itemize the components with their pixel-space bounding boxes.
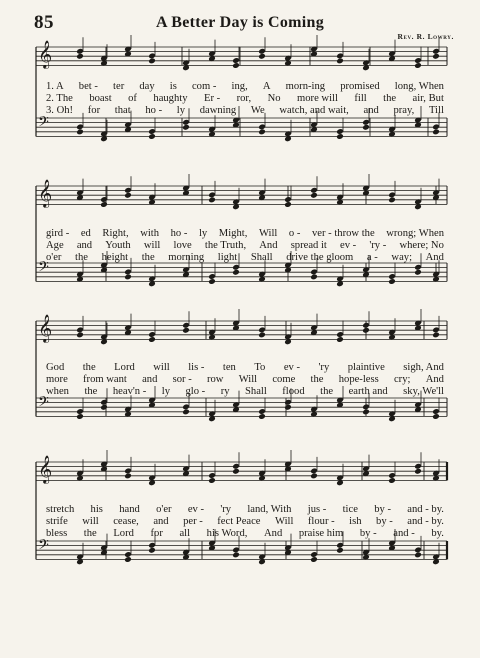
lyric-word: the	[82, 362, 96, 373]
lyric-word: Will	[238, 374, 258, 385]
notehead	[124, 556, 132, 563]
lyric-word: from want	[83, 374, 127, 385]
lyric-word: promised	[340, 81, 380, 92]
lyric-word: sigh, And	[403, 362, 444, 373]
lyric-word: 2. The	[46, 93, 73, 104]
lyric-word: com -	[191, 81, 217, 92]
notehead	[76, 413, 84, 420]
notehead	[336, 58, 344, 65]
lyric-word: ror,	[236, 93, 252, 104]
notehead	[232, 269, 240, 276]
lyric-word: the	[84, 386, 98, 397]
notehead	[232, 468, 240, 475]
lyric-word: plaintive	[347, 362, 385, 373]
notehead	[148, 336, 156, 343]
lyric-word: his Word,	[206, 528, 248, 539]
notehead	[182, 409, 190, 416]
notehead	[414, 62, 422, 69]
notehead	[232, 62, 240, 69]
notehead	[388, 197, 396, 204]
lyric-word: and - by.	[407, 516, 444, 527]
lyric-word: for	[87, 105, 101, 116]
lyric-word: where; No	[399, 240, 444, 251]
lyric-word: praise him	[298, 528, 344, 539]
lyric-word: by.	[431, 528, 444, 539]
lyric-word: lis -	[188, 362, 205, 373]
lyric-word: will	[82, 516, 99, 527]
lyric-word: cease,	[113, 516, 139, 527]
lyric-word: Will	[275, 516, 294, 527]
lyric-word: and -	[393, 528, 415, 539]
lyric-word: morn-ing	[285, 81, 326, 92]
notehead	[208, 278, 216, 285]
lyric-word: fect Peace	[217, 516, 261, 527]
lyric-word: flour -	[307, 516, 335, 527]
lyric-word: for	[150, 528, 163, 539]
lyric-word: And	[425, 374, 444, 385]
notehead	[362, 327, 370, 334]
lyric-word: of	[128, 93, 137, 104]
lyric-word: the	[320, 386, 334, 397]
notehead	[310, 192, 318, 199]
lyric-word: ly	[198, 228, 208, 239]
lyric-word: jus -	[307, 504, 327, 515]
lyric-word: drive the gloom	[286, 252, 354, 263]
lyric-word: hand	[119, 504, 140, 515]
lyric-word: dawning	[199, 105, 237, 116]
notehead	[310, 556, 318, 563]
lyric-line-verse-1	[46, 362, 444, 374]
lyric-word: ev -	[340, 240, 357, 251]
notehead	[362, 409, 370, 416]
lyric-word: o'er	[156, 504, 172, 515]
bass-clef-icon: 𝄢	[38, 114, 49, 134]
lyric-word: light	[217, 252, 238, 263]
notehead	[148, 133, 156, 140]
hymn-author: Rev. R. Lowry.	[397, 32, 454, 41]
lyric-word: and	[363, 105, 379, 116]
lyric-word: and	[142, 374, 158, 385]
lyric-line-verse-2	[46, 516, 444, 528]
notehead	[148, 547, 156, 554]
lyric-word: 'ry	[318, 362, 330, 373]
notehead	[388, 477, 396, 484]
lyric-word: earth and	[348, 386, 388, 397]
notehead	[258, 332, 266, 339]
notehead	[310, 274, 318, 281]
lyric-word: ev -	[283, 362, 301, 373]
lyric-word: And	[264, 528, 283, 539]
lyric-line-verse-3	[46, 105, 444, 117]
notehead	[414, 468, 422, 475]
treble-clef-icon: 𝄞	[38, 314, 53, 342]
lyric-word: God	[46, 362, 65, 373]
lyric-line-verse-1	[46, 81, 444, 93]
lyric-word: Shall	[245, 386, 267, 397]
lyric-line-verse-2	[46, 240, 444, 252]
lyric-word: long, When	[394, 81, 444, 92]
lyric-word: 3. Oh!	[46, 105, 74, 116]
lyric-word: ly	[176, 105, 186, 116]
notehead	[182, 124, 190, 131]
lyric-word: by -	[359, 528, 377, 539]
lyric-word: day	[139, 81, 155, 92]
lyric-word: watch, and wait,	[279, 105, 349, 116]
lyric-word: that	[114, 105, 131, 116]
lyric-word: by -	[374, 504, 391, 515]
notehead	[432, 129, 440, 136]
lyric-word: 1. A	[46, 81, 64, 92]
notehead	[148, 58, 156, 65]
notehead	[100, 201, 108, 208]
lyric-word: Lord	[113, 528, 134, 539]
lyric-word: pray,	[393, 105, 415, 116]
notehead	[258, 53, 266, 60]
lyric-word: To	[254, 362, 266, 373]
page-number: 85	[34, 12, 54, 33]
lyric-line-verse-3	[46, 252, 444, 264]
lyric-word: by -	[376, 516, 393, 527]
notehead	[258, 129, 266, 136]
lyric-word: come	[272, 374, 296, 385]
lyric-word: the	[141, 252, 155, 263]
notehead	[432, 413, 440, 420]
lyric-word: Lord	[114, 362, 135, 373]
lyric-word: sky, We'll	[403, 386, 444, 397]
lyric-line-verse-2	[46, 374, 444, 386]
lyric-word: ing,	[231, 81, 248, 92]
lyric-word: ry	[220, 386, 230, 397]
lyric-word: cry;	[393, 374, 411, 385]
lyric-word: his	[90, 504, 103, 515]
lyric-word: per -	[183, 516, 203, 527]
lyric-word: the	[75, 252, 88, 263]
lyric-word: stretch	[46, 504, 75, 515]
lyric-word: Shall	[250, 252, 273, 263]
lyric-word: gird -	[46, 228, 70, 239]
lyric-word: the	[83, 528, 97, 539]
lyric-word: ver - throw the	[311, 228, 375, 239]
lyric-line-verse-3	[46, 386, 444, 398]
notehead	[124, 274, 132, 281]
lyric-word: haughty	[153, 93, 188, 104]
lyric-word: ed	[80, 228, 91, 239]
notehead	[284, 404, 292, 411]
lyric-word: will	[153, 362, 170, 373]
lyric-word: flood	[282, 386, 305, 397]
treble-clef-icon: 𝄞	[38, 179, 53, 207]
lyric-word: land, With	[247, 504, 292, 515]
lyric-word: ho -	[170, 228, 188, 239]
lyric-word: 'ry	[220, 504, 232, 515]
lyric-word: will	[143, 240, 161, 251]
lyric-word: And	[259, 240, 278, 251]
notehead	[258, 413, 266, 420]
lyric-word: No	[267, 93, 281, 104]
lyric-word: ten	[222, 362, 236, 373]
lyric-word: heav'n -	[112, 386, 147, 397]
lyric-word: 'ry -	[369, 240, 387, 251]
lyric-word: and	[76, 240, 93, 251]
notehead	[76, 129, 84, 136]
lyric-word: bless	[46, 528, 68, 539]
lyric-word: all	[179, 528, 191, 539]
notehead	[336, 547, 344, 554]
lyric-word: Right,	[102, 228, 129, 239]
lyric-word: A	[262, 81, 271, 92]
notehead	[414, 552, 422, 559]
notehead	[76, 53, 84, 60]
lyric-word: the Truth,	[204, 240, 247, 251]
lyric-word: more	[46, 374, 68, 385]
lyric-word: and - by.	[407, 504, 444, 515]
bass-clef-icon: 𝄢	[38, 537, 49, 557]
notehead	[284, 201, 292, 208]
lyric-word: fill	[354, 93, 367, 104]
notehead	[336, 336, 344, 343]
notehead	[208, 197, 216, 204]
lyric-word: ev -	[187, 504, 205, 515]
bass-clef-icon: 𝄢	[38, 259, 49, 279]
notehead	[232, 552, 240, 559]
lyric-word: Youth	[105, 240, 131, 251]
notehead	[124, 192, 132, 199]
lyric-word: a -	[366, 252, 378, 263]
lyric-word: when	[46, 386, 69, 397]
lyric-word: o -	[288, 228, 301, 239]
lyric-word: glo -	[185, 386, 206, 397]
lyric-word: Will	[258, 228, 278, 239]
notehead	[182, 327, 190, 334]
notehead	[76, 332, 84, 339]
hymn-title: A Better Day is Coming	[155, 14, 325, 31]
notehead	[124, 473, 132, 480]
lyric-word: Till	[428, 105, 444, 116]
lyric-word: sor -	[172, 374, 192, 385]
lyric-word: row	[206, 374, 224, 385]
lyric-word: boast	[89, 93, 112, 104]
notehead	[310, 473, 318, 480]
treble-clef-icon: 𝄞	[38, 40, 53, 68]
lyric-word: way;	[391, 252, 413, 263]
lyric-word: morning	[168, 252, 205, 263]
lyric-line-verse-3	[46, 528, 444, 540]
lyric-word: We	[250, 105, 265, 116]
lyric-word: Might,	[218, 228, 248, 239]
lyric-word: and	[153, 516, 169, 527]
lyric-word: wrong; When	[386, 228, 444, 239]
lyric-word: the	[383, 93, 397, 104]
notehead	[100, 404, 108, 411]
notehead	[432, 332, 440, 339]
lyric-word: hope-less	[338, 374, 379, 385]
notehead	[414, 269, 422, 276]
lyric-word: bet -	[78, 81, 98, 92]
lyric-word: strife	[46, 516, 68, 527]
notehead	[388, 278, 396, 285]
notehead	[362, 124, 370, 131]
lyric-word: tice	[342, 504, 358, 515]
lyric-word: And	[425, 252, 444, 263]
lyric-word: ly	[161, 386, 170, 397]
bass-clef-icon: 𝄢	[38, 394, 49, 414]
lyric-word: o'er	[46, 252, 62, 263]
lyric-word: Er -	[203, 93, 221, 104]
lyric-word: ho -	[145, 105, 163, 116]
lyric-word: ish	[349, 516, 362, 527]
lyric-line-verse-2	[46, 93, 444, 105]
notehead	[336, 133, 344, 140]
lyric-word: height	[101, 252, 129, 263]
notehead	[208, 477, 216, 484]
lyric-word: is	[169, 81, 177, 92]
treble-clef-icon: 𝄞	[38, 455, 53, 483]
lyric-word: Age	[46, 240, 64, 251]
lyric-word: more will	[297, 93, 338, 104]
lyric-word: air, But	[412, 93, 444, 104]
notehead	[432, 53, 440, 60]
lyric-word: with	[140, 228, 160, 239]
lyric-line-verse-1	[46, 228, 444, 240]
lyric-word: the	[310, 374, 324, 385]
lyric-line-verse-1	[46, 504, 444, 516]
lyric-word: spread it	[290, 240, 327, 251]
lyric-word: love	[173, 240, 192, 251]
lyric-word: ter	[113, 81, 125, 92]
